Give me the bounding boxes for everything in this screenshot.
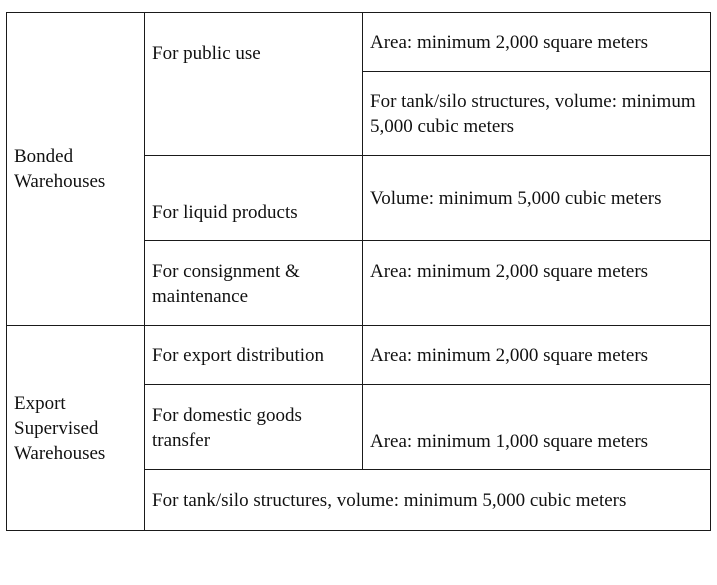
export-tank-requirement: For tank/silo structures, volume: minimum 5,000 cubic meters bbox=[152, 489, 627, 511]
public-use-tank-requirement: For tank/silo structures, volume: minimum 5,000 cubic meters bbox=[370, 90, 696, 137]
export-distribution-requirement-cell bbox=[363, 326, 711, 385]
consignment-requirement-cell bbox=[363, 241, 711, 326]
domestic-transfer-requirement: Area: minimum 1,000 square meters bbox=[370, 431, 649, 452]
liquid-products-cell bbox=[145, 156, 363, 241]
public-use-cell bbox=[145, 13, 363, 156]
bonded-warehouses-label: Bonded Warehouses bbox=[14, 146, 106, 192]
liquid-products-requirement: Volume: minimum 5,000 cubic meters bbox=[370, 187, 662, 209]
table-row bbox=[7, 13, 711, 72]
bonded-warehouses-cell bbox=[7, 13, 145, 326]
public-use-tank-cell bbox=[363, 72, 711, 156]
export-warehouses-label: Export Supervised Warehouses bbox=[14, 392, 106, 464]
domestic-transfer-label: For domestic goods transfer bbox=[152, 405, 302, 451]
public-use-label: For public use bbox=[152, 42, 261, 64]
consignment-requirement: Area: minimum 2,000 square meters bbox=[370, 261, 649, 282]
export-distribution-cell bbox=[145, 326, 363, 385]
export-warehouses-cell bbox=[7, 326, 145, 531]
consignment-label: For consignment & maintenance bbox=[152, 261, 300, 307]
export-distribution-label: For export distribution bbox=[152, 344, 325, 366]
warehouse-requirements-table bbox=[6, 12, 711, 531]
public-use-area-cell bbox=[363, 13, 711, 72]
consignment-cell bbox=[145, 241, 363, 326]
public-use-area-requirement: Area: minimum 2,000 square meters bbox=[370, 31, 649, 53]
domestic-transfer-requirement-cell bbox=[363, 385, 711, 470]
export-tank-cell bbox=[145, 470, 711, 531]
liquid-products-label: For liquid products bbox=[152, 202, 298, 223]
liquid-products-requirement-cell bbox=[363, 156, 711, 241]
domestic-transfer-cell bbox=[145, 385, 363, 470]
export-distribution-requirement: Area: minimum 2,000 square meters bbox=[370, 344, 649, 366]
table-row bbox=[7, 326, 711, 385]
